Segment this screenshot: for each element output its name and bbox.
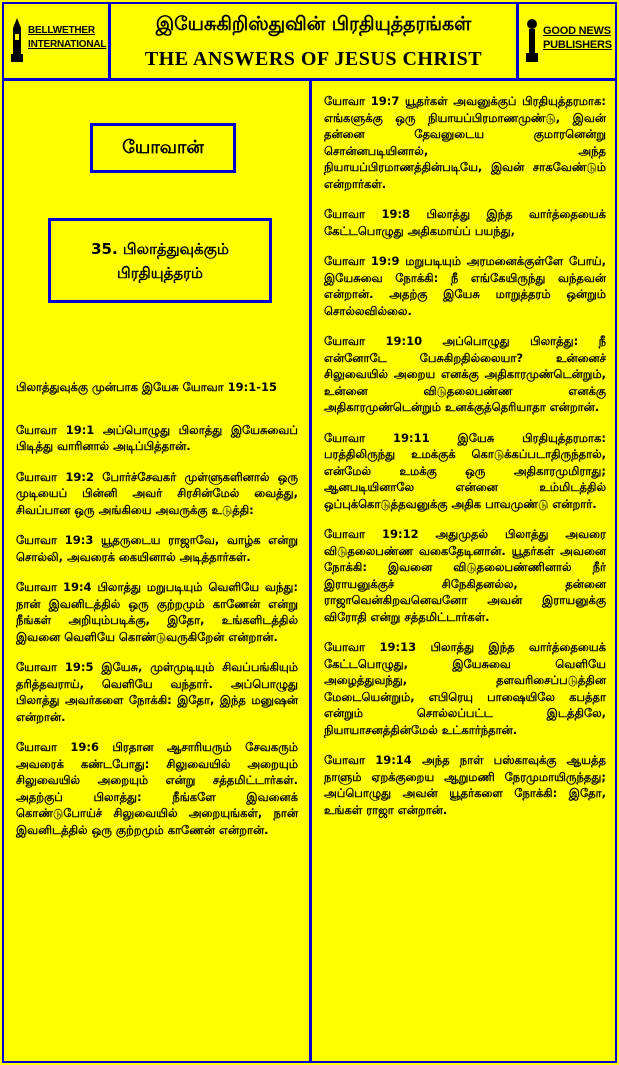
verse-paragraph: யோவா 19:13 பிலாத்து இந்த வார்த்தையைக் கேட்டபொழுது, இயேசுவை வெளியே அழைத்துவந்து, தளவரிசைப்படுத்தின மேடையென்றும், எபிரெயு பாஷையிலே கபத்தா என்றும் சொல்லப்பட்ட இடத்திலே, நியாயாசனத்தின்மேல் உட்கார்ந்தான். [324, 640, 606, 737]
chapter-title [48, 218, 272, 303]
title-tamil: இயேசுகிறிஸ்துவின் பிரதியுத்தரங்கள் [155, 13, 472, 35]
verse-paragraph: யோவா 19:4 பிலாத்து மறுபடியும் வெளியே வந்து: நான் இவனிடத்தில் ஒரு குற்றமும் காணேன் என்று நீங்கள் அறியும்படிக்கு, இதோ, உங்களிடத்தில் இவனை வெளியே கொண்டுவருகிறேன் என்றான். [16, 580, 298, 644]
bellwether-logo [4, 4, 111, 78]
chapter-line-2: பிரதியுத்தரம் [117, 263, 203, 282]
verse-paragraph: யோவா 19:1 அப்பொழுது பிலாத்து இயேசுவைப் பிடித்து வாரினால் அடிப்பித்தான். [16, 422, 298, 453]
verse-paragraph: யோவா 19:7 யூதர்கள் அவனுக்குப் பிரதியுத்தரமாக: எங்களுக்கு ஒரு நியாயப்பிரமாணமுண்டு, இவன் தன்னை தேவனுடைய குமாரனென்று சொன்னபடியினால், அந்த நியாயப்பிரமாணத்தின்படியே, இவன் சாகவேண்டும் என்றார்கள். [324, 94, 606, 191]
page [2, 2, 617, 1063]
verse-paragraph: யோவா 19:3 யூதருடைய ராஜாவே, வாழ்க என்று சொல்லி, அவரைக் கையினால் அடித்தார்கள். [16, 533, 298, 564]
chapter-line-1: 35. பிலாத்துவுக்கும் [91, 239, 229, 258]
verse-paragraph: யோவா 19:10 அப்பொழுது பிலாத்து: நீ என்னோடே பேசுகிறதில்லையா? உன்னைச் சிலுவையில் அறைய எனக்கு அதிகாரமுண்டென்றும், உன்னை விடுதலைபண்ண எனக்கு அதிகாரமுண்டென்றும் உனக்குத்தெரியாதா என்றான். [324, 334, 606, 414]
verse-paragraph: யோவா 19:12 அதுமுதல் பிலாத்து அவரை விடுதலைபண்ண வகைதேடினான். யூதர்கள் அவனை நோக்கி: இவனை விடுதலைபண்ணினால் நீர் இராயனுக்குச் சிநேகிதனல்ல, தன்னை ராஜாவென்கிறவனெவனோ அவன் இராயனுக்கு விரோதி என்று சத்தமிட்டார்கள். [324, 527, 606, 624]
logo-line: PUBLISHERS [543, 39, 612, 51]
logo-line: GOOD NEWS [543, 25, 611, 37]
logo-line: INTERNATIONAL [28, 39, 107, 50]
lamp-icon [525, 18, 539, 62]
verse-paragraph: யோவா 19:9 மறுபடியும் அரமனைக்குள்ளே போய், இயேசுவை நோக்கி: நீ எங்கேயிருந்து வந்தவன் என்றான். அதற்கு இயேசு மாறுத்தரம் ஒன்றும் சொல்லவில்லை. [324, 254, 606, 318]
verse-paragraph: யோவா 19:2 போர்ச்சேவகர் முள்ளுகளினால் ஒரு முடியைப் பின்னி அவர் சிரசின்மேல் வைத்து, சிவப்பான ஒரு அங்கியை அவருக்கு உடுத்தி: [16, 469, 298, 517]
title-block [111, 4, 516, 78]
intro-paragraph: பிலாத்துவுக்கு முன்பாக இயேசு யோவா 19:1-15 [16, 380, 278, 394]
title-english: THE ANSWERS OF JESUS CHRIST [144, 48, 483, 70]
verse-paragraph: யோவா 19:6 பிரதான ஆசாரியரும் சேவகரும் அவரைக் கண்டபோது: சிலுவையில் அறையும் சிலுவையில் அறையும் என்று சத்தமிட்டார்கள். அதற்குப் பிலாத்து: நீங்களே இவனைக் கொண்டுபோய்ச் சிலுவையில் அறையுங்கள், நான் இவனிடத்தில் ஒரு குற்றமும் காணேன் என்றான். [16, 740, 298, 837]
good-news-logo [516, 4, 615, 78]
good-news-logo-text [543, 24, 612, 52]
verse-paragraph: யோவா 19:14 அந்த நாள் பஸ்காவுக்கு ஆயத்த நாளும் ஏறக்குறைய ஆறுமணி நேரமுமாயிருந்தது; அப்பொழுது அவன் யூதர்களை நோக்கி: இதோ, உங்கள் ராஜா என்றான். [324, 753, 606, 817]
bellwether-logo-text [28, 24, 106, 52]
left-column [4, 81, 312, 1061]
logo-line: BELLWETHER [28, 25, 95, 36]
right-column [312, 81, 615, 1061]
header [4, 4, 615, 81]
book-title: யோவான் [90, 123, 236, 173]
right-text [324, 93, 606, 832]
verse-paragraph: யோவா 19:11 இயேசு பிரதியுத்தரமாக: பரத்திலிருந்து உமக்குக் கொடுக்கப்படாதிருந்தால், என்மேல் உமக்கு ஒரு அதிகாரமுமிராது; ஆனபடியினாலே என்னை உம்மிடத்தில் ஒப்புக்கொடுத்தவனுக்கு அதிக பாவமுண்டு என்றார். [324, 430, 606, 511]
verse-paragraph: யோவா 19:8 பிலாத்து இந்த வார்த்தையைக் கேட்டபொழுது அதிகமாய்ப் பயந்து, [324, 207, 606, 238]
verse-paragraph: யோவா 19:5 இயேசு, முள்முடியும் சிவப்பங்கியும் தரித்தவராய், வெளியே வந்தார். அப்பொழுது பிலாத்து அவர்களை நோக்கி: இதோ, இந்த மனுஷன் என்றான். [16, 660, 298, 724]
left-text [16, 379, 298, 852]
bell-tower-icon [10, 18, 24, 62]
